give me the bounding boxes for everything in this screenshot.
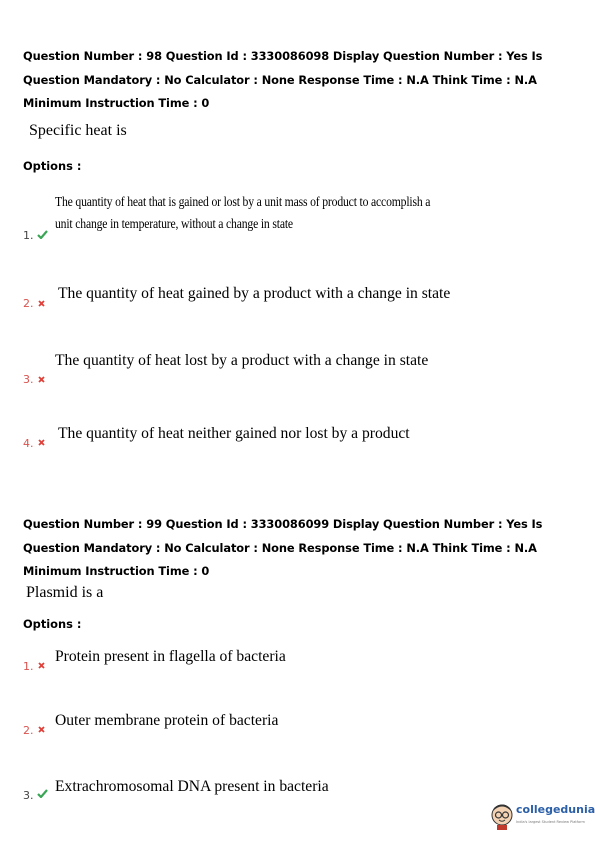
cross-icon <box>38 376 45 383</box>
option-number: 3. <box>23 789 34 802</box>
options-label: Options : <box>23 159 82 173</box>
question-text: Specific heat is <box>29 122 127 139</box>
cross-icon <box>38 439 45 446</box>
option-text: The quantity of heat gained by a product with a change in state <box>58 285 451 302</box>
options-label: Options : <box>23 617 82 631</box>
check-icon <box>37 230 48 239</box>
option-number: 2. <box>23 297 34 310</box>
option-number: 1. <box>23 229 34 242</box>
option-text: The quantity of heat that is gained or lost by a unit mass of product to accomplish a unit change in temperature, without a change in state <box>55 194 431 231</box>
option-text: Outer membrane protein of bacteria <box>55 712 279 729</box>
option-text: Protein present in flagella of bacteria <box>55 648 286 665</box>
option-number: 2. <box>23 724 34 737</box>
question-meta: Question Number : 99 Question Id : 3330086099 Display Question Number : Yes Is Question Mandatory : No Calculator : None Response Time : N.A Think Time : N.A Minimum Instruction Time : 0 <box>23 517 543 578</box>
logo-name: collegedunia <box>516 803 595 816</box>
cross-icon <box>38 726 45 733</box>
collegedunia-logo <box>490 800 595 834</box>
question-text: Plasmid is a <box>26 584 104 601</box>
mascot-icon <box>490 802 514 830</box>
option-text: The quantity of heat neither gained nor lost by a product <box>58 425 410 442</box>
logo-tagline: India's largest Student Review Platform <box>516 820 585 824</box>
option-number: 4. <box>23 437 34 450</box>
cross-icon <box>38 300 45 307</box>
cross-icon <box>38 662 45 669</box>
option-number: 1. <box>23 660 34 673</box>
option-text: Extrachromosomal DNA present in bacteria <box>55 778 329 795</box>
check-icon <box>37 789 48 798</box>
question-meta: Question Number : 98 Question Id : 3330086098 Display Question Number : Yes Is Question Mandatory : No Calculator : None Response Time : N.A Think Time : N.A Minimum Instruction Time : 0 <box>23 49 543 110</box>
option-number: 3. <box>23 373 34 386</box>
option-text: The quantity of heat lost by a product with a change in state <box>55 352 429 369</box>
